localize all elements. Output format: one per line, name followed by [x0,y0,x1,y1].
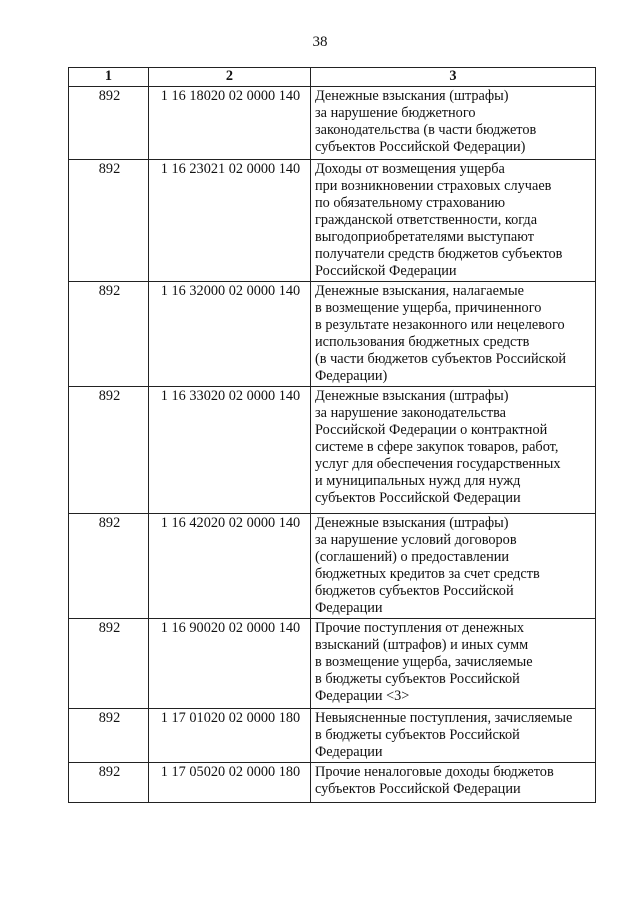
revenue-code-cell: 1 16 23021 02 0000 140 [149,160,311,282]
table-row [69,87,596,160]
column-header-2: 2 [149,68,311,87]
table-header-row [69,68,596,87]
admin-code-cell: 892 [69,160,149,282]
revenue-name-cell: Невыясненные поступления, зачисляемые в бюджеты субъектов Российской Федерации [311,709,596,763]
revenue-code-cell: 1 16 32000 02 0000 140 [149,282,311,387]
table-row [69,763,596,803]
column-header-3: 3 [311,68,596,87]
table-row [69,619,596,709]
table-row [69,282,596,387]
table-row [69,160,596,282]
revenue-code-cell: 1 16 33020 02 0000 140 [149,387,311,514]
column-header-1: 1 [69,68,149,87]
revenue-codes-table [68,67,596,803]
admin-code-cell: 892 [69,763,149,803]
revenue-code-cell: 1 16 90020 02 0000 140 [149,619,311,709]
revenue-name-cell: Доходы от возмещения ущерба при возникновении страховых случаев по обязательному страхованию гражданской ответственности, когда выгодоприобретателями выступают получатели средств бюджетов субъектов Российской Федерации [311,160,596,282]
admin-code-cell: 892 [69,514,149,619]
revenue-name-cell: Денежные взыскания (штрафы) за нарушение бюджетного законодательства (в части бюджетов субъектов Российской Федерации) [311,87,596,160]
admin-code-cell: 892 [69,87,149,160]
revenue-code-cell: 1 16 42020 02 0000 140 [149,514,311,619]
revenue-name-cell: Денежные взыскания (штрафы) за нарушение условий договоров (соглашений) о предоставлении бюджетных кредитов за счет средств бюджетов субъектов Российской Федерации [311,514,596,619]
page-number: 38 [312,34,328,50]
admin-code-cell: 892 [69,619,149,709]
table-row [69,709,596,763]
revenue-code-cell: 1 17 05020 02 0000 180 [149,763,311,803]
revenue-name-cell: Прочие неналоговые доходы бюджетов субъектов Российской Федерации [311,763,596,803]
revenue-name-cell: Денежные взыскания, налагаемые в возмещение ущерба, причиненного в результате незаконного или нецелевого использования бюджетных средств (в части бюджетов субъектов Российской Федерации) [311,282,596,387]
admin-code-cell: 892 [69,282,149,387]
revenue-code-cell: 1 17 01020 02 0000 180 [149,709,311,763]
admin-code-cell: 892 [69,387,149,514]
table-row [69,514,596,619]
table-row [69,387,596,514]
revenue-name-cell: Прочие поступления от денежных взысканий (штрафов) и иных сумм в возмещение ущерба, зачисляемые в бюджеты субъектов Российской Федерации <3> [311,619,596,709]
revenue-code-cell: 1 16 18020 02 0000 140 [149,87,311,160]
admin-code-cell: 892 [69,709,149,763]
revenue-name-cell: Денежные взыскания (штрафы) за нарушение законодательства Российской Федерации о контрактной системе в сфере закупок товаров, работ, услуг для обеспечения государственных и муниципальных нужд для нужд субъектов Российской Федерации [311,387,596,514]
